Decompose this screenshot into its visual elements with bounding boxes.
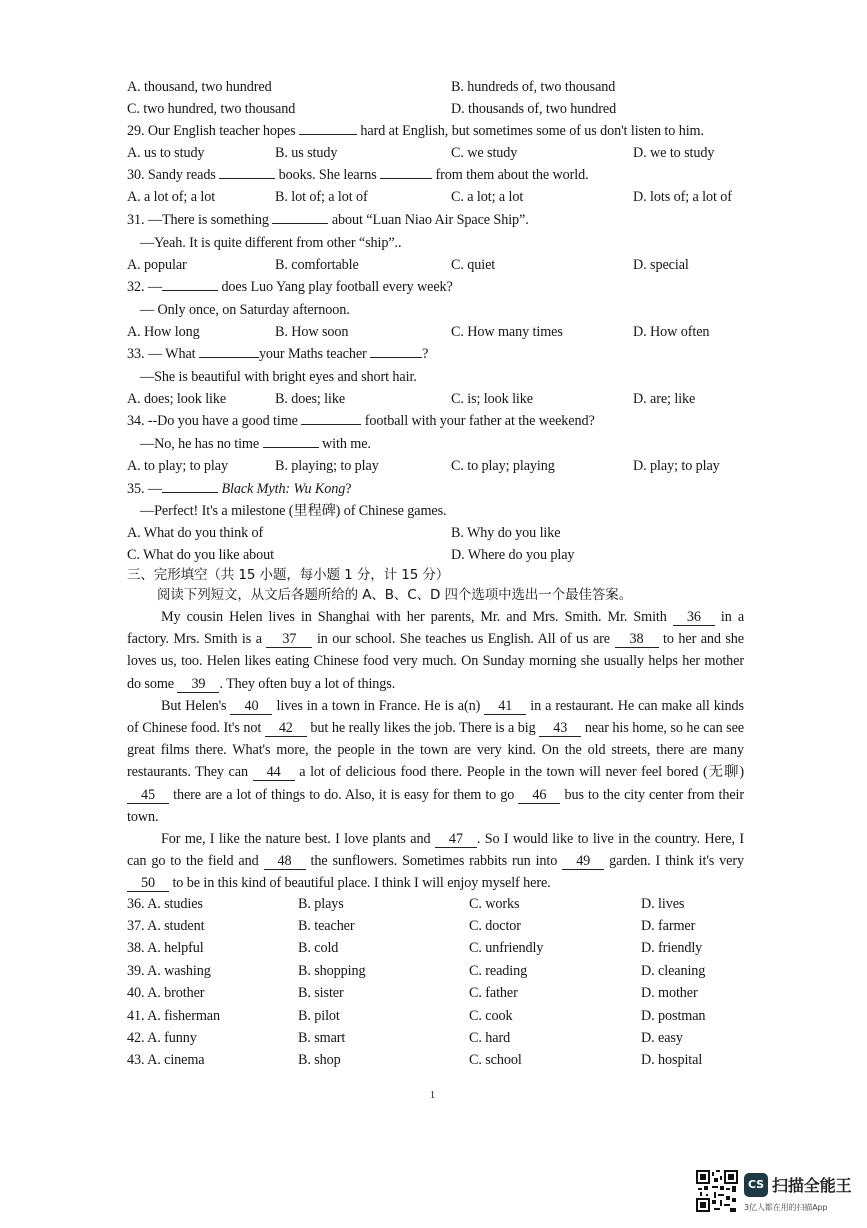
option-31-c: C. quiet bbox=[451, 257, 496, 273]
option-29-b: B. us study bbox=[275, 145, 338, 161]
option-41-c: C. cook bbox=[469, 1008, 513, 1024]
option-42-a: 42. A. funny bbox=[127, 1030, 197, 1046]
blank-46: 46 bbox=[518, 787, 560, 804]
qr-code-icon bbox=[696, 1170, 738, 1212]
option-35-d: D. Where do you play bbox=[451, 547, 575, 563]
option-39-a: 39. A. washing bbox=[127, 963, 211, 979]
option-29-a: A. us to study bbox=[127, 145, 205, 161]
camscanner-logo-icon: CS bbox=[744, 1173, 768, 1197]
option-38-c: C. unfriendly bbox=[469, 940, 544, 956]
reply-35: —Perfect! It's a milestone (里程碑) of Chinese games. bbox=[140, 503, 447, 519]
option-33-a: A. does; look like bbox=[127, 391, 227, 407]
option-40-d: D. mother bbox=[641, 985, 698, 1001]
option-40-a: 40. A. brother bbox=[127, 985, 205, 1001]
question-35: 35. — Black Myth: Wu Kong? bbox=[127, 481, 352, 497]
blank-50: 50 bbox=[127, 875, 169, 892]
question-30: 30. Sandy reads books. She learns from them about the world. bbox=[127, 167, 589, 183]
blank-43: 43 bbox=[539, 720, 581, 737]
option-43-a: 43. A. cinema bbox=[127, 1052, 205, 1068]
option-31-d: D. special bbox=[633, 257, 689, 273]
option-39-b: B. shopping bbox=[298, 963, 366, 979]
blank-49: 49 bbox=[562, 853, 604, 870]
question-29: 29. Our English teacher hopes hard at English, but sometimes some of us don't listen to him. bbox=[127, 123, 704, 139]
option-28-c: C. two hundred, two thousand bbox=[127, 101, 296, 117]
option-30-a: A. a lot of; a lot bbox=[127, 189, 216, 205]
option-38-d: D. friendly bbox=[641, 940, 703, 956]
reply-33: —She is beautiful with bright eyes and short hair. bbox=[140, 369, 417, 385]
question-34: 34. --Do you have a good time football with your father at the weekend? bbox=[127, 413, 595, 429]
option-28-a: A. thousand, two hundred bbox=[127, 79, 272, 95]
option-38-a: 38. A. helpful bbox=[127, 940, 204, 956]
option-33-d: D. are; like bbox=[633, 391, 696, 407]
brand-name: 扫描全能王 bbox=[772, 1176, 852, 1195]
option-43-b: B. shop bbox=[298, 1052, 341, 1068]
option-42-c: C. hard bbox=[469, 1030, 511, 1046]
question-33: 33. — What your Maths teacher ? bbox=[127, 346, 429, 362]
option-41-b: B. pilot bbox=[298, 1008, 340, 1024]
option-34-b: B. playing; to play bbox=[275, 458, 379, 474]
page-number: 1 bbox=[430, 1090, 435, 1101]
blank-39: 39 bbox=[177, 676, 219, 693]
option-43-d: D. hospital bbox=[641, 1052, 703, 1068]
option-29-c: C. we study bbox=[451, 145, 518, 161]
option-35-a: A. What do you think of bbox=[127, 525, 264, 541]
passage-paragraph-2: But Helen's 40 lives in a town in France. He is a(n) 41 in a restaurant. He can make all kinds of Chinese food. It's not 42 but he really likes the job. There is a big 43 near his home, so he can see great films there. What's more, the people in the town are very kind. On the old streets, there are many restaurants. They can 44 a lot of delicious food there. People in the town will never feel bored (无聊) 45 there are a lot of things to do. Also, it is easy for them to go 46 bus to the city center from their town. bbox=[127, 697, 745, 825]
option-32-a: A. How long bbox=[127, 324, 200, 340]
option-36-b: B. plays bbox=[298, 896, 344, 912]
option-30-b: B. lot of; a lot of bbox=[275, 189, 368, 205]
option-31-b: B. comfortable bbox=[275, 257, 359, 273]
option-41-a: 41. A. fisherman bbox=[127, 1008, 220, 1024]
option-36-d: D. lives bbox=[641, 896, 685, 912]
option-40-c: C. father bbox=[469, 985, 518, 1001]
option-34-a: A. to play; to play bbox=[127, 458, 228, 474]
brand-tagline: 3亿人都在用的扫描App bbox=[744, 1203, 828, 1212]
blank-40: 40 bbox=[230, 698, 272, 715]
blank-42: 42 bbox=[265, 720, 307, 737]
option-28-d: D. thousands of, two hundred bbox=[451, 101, 617, 117]
question-31: 31. —There is something about “Luan Niao Air Space Ship”. bbox=[127, 212, 529, 228]
blank-41: 41 bbox=[484, 698, 526, 715]
passage-paragraph-1: My cousin Helen lives in Shanghai with her parents, Mr. and Mrs. Smith. Mr. Smith 36 in a factory. Mrs. Smith is a 37 in our school. She teaches us English. All of us are 38 to her and she loves us, too. Helen likes eating Chinese food very much. On Sunday morning she usually helps her mother do some 39 . They often buy a lot of things. bbox=[127, 609, 745, 692]
blank-37: 37 bbox=[266, 631, 312, 648]
option-35-c: C. What do you like about bbox=[127, 547, 274, 563]
option-38-b: B. cold bbox=[298, 940, 339, 956]
blank-48: 48 bbox=[264, 853, 306, 870]
option-30-c: C. a lot; a lot bbox=[451, 189, 524, 205]
passage-paragraph-3: For me, I like the nature best. I love plants and 47 . So I would like to live in the country. Here, I can go to the field and 48 the sunflowers. Sometimes rabbits run into 49 garden. I think it's very 50 to be in this kind of beautiful place. I think I will enjoy myself here. bbox=[127, 831, 744, 892]
section-heading: 三、完形填空（共 15 小题，每小题 1 分，计 15 分） bbox=[127, 567, 450, 583]
option-39-d: D. cleaning bbox=[641, 963, 706, 979]
option-36-a: 36. A. studies bbox=[127, 896, 203, 912]
option-34-c: C. to play; playing bbox=[451, 458, 555, 474]
option-37-d: D. farmer bbox=[641, 918, 696, 934]
option-36-c: C. works bbox=[469, 896, 520, 912]
option-29-d: D. we to study bbox=[633, 145, 715, 161]
question-32: 32. — does Luo Yang play football every week? bbox=[127, 279, 453, 295]
option-42-d: D. easy bbox=[641, 1030, 683, 1046]
option-32-c: C. How many times bbox=[451, 324, 563, 340]
cloze-passage bbox=[127, 606, 744, 895]
option-35-b: B. Why do you like bbox=[451, 525, 561, 541]
option-37-b: B. teacher bbox=[298, 918, 355, 934]
option-31-a: A. popular bbox=[127, 257, 187, 273]
blank-36: 36 bbox=[673, 609, 715, 626]
option-32-d: D. How often bbox=[633, 324, 710, 340]
option-39-c: C. reading bbox=[469, 963, 528, 979]
reply-31: —Yeah. It is quite different from other “ship”.. bbox=[140, 235, 402, 251]
option-33-c: C. is; look like bbox=[451, 391, 533, 407]
option-30-d: D. lots of; a lot of bbox=[633, 189, 732, 205]
option-33-b: B. does; like bbox=[275, 391, 346, 407]
option-41-d: D. postman bbox=[641, 1008, 706, 1024]
option-34-d: D. play; to play bbox=[633, 458, 720, 474]
option-37-c: C. doctor bbox=[469, 918, 521, 934]
option-37-a: 37. A. student bbox=[127, 918, 205, 934]
reply-34: —No, he has no time with me. bbox=[140, 436, 371, 452]
section-instruction: 阅读下列短文，从文后各题所给的 A、B、C、D 四个选项中选出一个最佳答案。 bbox=[157, 587, 633, 603]
blank-47: 47 bbox=[435, 831, 477, 848]
blank-38: 38 bbox=[615, 631, 659, 648]
option-28-b: B. hundreds of, two thousand bbox=[451, 79, 616, 95]
option-40-b: B. sister bbox=[298, 985, 344, 1001]
blank-45: 45 bbox=[127, 787, 169, 804]
blank-44: 44 bbox=[253, 764, 295, 781]
reply-32: — Only once, on Saturday afternoon. bbox=[140, 302, 350, 318]
option-32-b: B. How soon bbox=[275, 324, 349, 340]
option-43-c: C. school bbox=[469, 1052, 522, 1068]
option-42-b: B. smart bbox=[298, 1030, 346, 1046]
